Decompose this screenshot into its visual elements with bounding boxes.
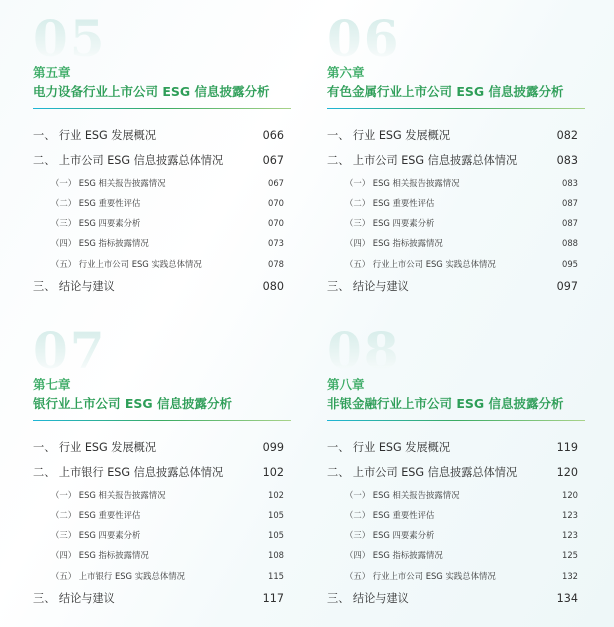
toc-entry-label: 一、 行业 ESG 发展概况	[33, 129, 157, 142]
toc-entry-page: 102	[268, 490, 284, 500]
toc-entry-page: 067	[262, 154, 284, 167]
toc-entry[interactable]	[327, 439, 578, 455]
chapter-07	[33, 321, 291, 616]
toc-entry-label: （二） ESG 重要性评估	[345, 198, 435, 208]
toc-subentry[interactable]	[327, 549, 578, 561]
toc-entry[interactable]	[33, 152, 284, 168]
toc-entry-label: （一） ESG 相关报告披露情况	[51, 490, 166, 500]
toc-entry-page: 132	[562, 571, 578, 581]
toc-entry-label: 三、 结论与建议	[33, 592, 115, 605]
toc-entry[interactable]	[327, 127, 578, 143]
toc-entry[interactable]	[33, 278, 284, 294]
toc-entry-page: 117	[262, 592, 284, 605]
toc-entry-label: 二、 上市公司 ESG 信息披露总体情况	[327, 154, 518, 167]
toc-entry[interactable]	[33, 439, 284, 455]
toc-entry-label: （一） ESG 相关报告披露情况	[345, 178, 460, 188]
toc-entry-page: 105	[268, 510, 284, 520]
toc-entry-label: （一） ESG 相关报告披露情况	[345, 490, 460, 500]
toc-entry-label: （三） ESG 四要素分析	[51, 530, 141, 540]
toc-subentry[interactable]	[33, 570, 284, 582]
chapter-06	[327, 9, 585, 304]
toc-entry-page: 080	[262, 280, 284, 293]
toc-entry-label: （五） 行业上市公司 ESG 实践总体情况	[345, 571, 496, 581]
toc-entry-page: 095	[562, 259, 578, 269]
chapter-05	[33, 9, 291, 304]
chapter-number: 06	[327, 9, 401, 68]
toc-subentry[interactable]	[33, 549, 284, 561]
chapter-label: 第五章	[33, 65, 71, 80]
toc-subentry[interactable]	[327, 509, 578, 521]
chapter-divider	[33, 108, 291, 109]
toc-subentry[interactable]	[33, 197, 284, 209]
toc-subentry[interactable]	[327, 217, 578, 229]
toc-entry-page: 102	[262, 466, 284, 479]
toc-entry[interactable]	[327, 590, 578, 606]
toc-entry-label: 二、 上市银行 ESG 信息披露总体情况	[33, 466, 224, 479]
toc-entry-label: 一、 行业 ESG 发展概况	[327, 441, 451, 454]
toc-entry-label: （五） 行业上市公司 ESG 实践总体情况	[51, 259, 202, 269]
toc-entry-label: 三、 结论与建议	[327, 592, 409, 605]
toc-entry-label: 二、 上市公司 ESG 信息披露总体情况	[327, 466, 518, 479]
toc-subentry[interactable]	[327, 489, 578, 501]
toc-entry-page: 123	[562, 510, 578, 520]
toc-entry-page: 099	[262, 441, 284, 454]
toc-entry-label: （四） ESG 指标披露情况	[345, 550, 443, 560]
toc-entry-label: （二） ESG 重要性评估	[345, 510, 435, 520]
chapter-08	[327, 321, 585, 616]
toc-entry[interactable]	[327, 152, 578, 168]
toc-entry-label: 二、 上市公司 ESG 信息披露总体情况	[33, 154, 224, 167]
chapter-title: 电力设备行业上市公司 ESG 信息披露分析	[33, 84, 270, 99]
chapter-label: 第七章	[33, 377, 71, 392]
toc-entry-label: 一、 行业 ESG 发展概况	[33, 441, 157, 454]
toc-entry-label: （三） ESG 四要素分析	[51, 218, 141, 228]
toc-entry-label: （五） 行业上市公司 ESG 实践总体情况	[345, 259, 496, 269]
toc-subentry[interactable]	[33, 217, 284, 229]
toc-entry[interactable]	[33, 464, 284, 480]
toc-entry-page: 087	[562, 198, 578, 208]
toc-entry-page: 066	[262, 129, 284, 142]
toc-entry-page: 120	[562, 490, 578, 500]
toc-entry[interactable]	[327, 278, 578, 294]
toc-entry-page: 067	[268, 178, 284, 188]
toc-entry-label: （一） ESG 相关报告披露情况	[51, 178, 166, 188]
toc-entry-label: （三） ESG 四要素分析	[345, 530, 435, 540]
toc-subentry[interactable]	[327, 258, 578, 270]
chapter-divider	[327, 108, 585, 109]
chapter-title: 银行业上市公司 ESG 信息披露分析	[33, 396, 233, 411]
toc-subentry[interactable]	[33, 258, 284, 270]
toc-entry[interactable]	[33, 127, 284, 143]
toc-subentry[interactable]	[33, 489, 284, 501]
toc-subentry[interactable]	[33, 177, 284, 189]
toc-entry-label: （五） 上市银行 ESG 实践总体情况	[51, 571, 185, 581]
toc-entry-label: （二） ESG 重要性评估	[51, 198, 141, 208]
toc-entry-label: （三） ESG 四要素分析	[345, 218, 435, 228]
chapter-title: 有色金属行业上市公司 ESG 信息披露分析	[327, 84, 564, 99]
chapter-number: 05	[33, 9, 107, 68]
toc-entry-label: 三、 结论与建议	[33, 280, 115, 293]
toc-entry-page: 070	[268, 198, 284, 208]
toc-entry-page: 105	[268, 530, 284, 540]
chapter-number: 08	[327, 321, 401, 380]
toc-entry-page: 123	[562, 530, 578, 540]
toc-entry-page: 097	[556, 280, 578, 293]
toc-entry-page: 082	[556, 129, 578, 142]
toc-entry-page: 078	[268, 259, 284, 269]
toc-entry-page: 083	[556, 154, 578, 167]
toc-subentry[interactable]	[327, 570, 578, 582]
toc-entry-page: 088	[562, 238, 578, 248]
toc-entry-page: 070	[268, 218, 284, 228]
toc-entry-page: 083	[562, 178, 578, 188]
toc-subentry[interactable]	[327, 197, 578, 209]
toc-entry-label: （四） ESG 指标披露情况	[51, 238, 149, 248]
toc-entry-page: 125	[562, 550, 578, 560]
toc-entry[interactable]	[33, 590, 284, 606]
toc-entry-label: （四） ESG 指标披露情况	[51, 550, 149, 560]
toc-entry-label: 三、 结论与建议	[327, 280, 409, 293]
toc-entry-page: 120	[556, 466, 578, 479]
toc-subentry[interactable]	[327, 237, 578, 249]
toc-entry-page: 108	[268, 550, 284, 560]
chapter-title: 非银金融行业上市公司 ESG 信息披露分析	[327, 396, 564, 411]
toc-entry-label: （二） ESG 重要性评估	[51, 510, 141, 520]
chapter-divider	[327, 420, 585, 421]
toc-subentry[interactable]	[327, 529, 578, 541]
toc-subentry[interactable]	[33, 529, 284, 541]
chapter-label: 第六章	[327, 65, 365, 80]
toc-entry-page: 087	[562, 218, 578, 228]
toc-entry[interactable]	[327, 464, 578, 480]
toc-entry-label: 一、 行业 ESG 发展概况	[327, 129, 451, 142]
toc-subentry[interactable]	[33, 509, 284, 521]
toc-subentry[interactable]	[33, 237, 284, 249]
toc-entry-page: 115	[268, 571, 284, 581]
chapter-number: 07	[33, 321, 107, 380]
chapter-divider	[33, 420, 291, 421]
toc-subentry[interactable]	[327, 177, 578, 189]
toc-entry-page: 073	[268, 238, 284, 248]
toc-entry-page: 119	[556, 441, 578, 454]
chapter-label: 第八章	[327, 377, 365, 392]
toc-entry-page: 134	[556, 592, 578, 605]
toc-entry-label: （四） ESG 指标披露情况	[345, 238, 443, 248]
